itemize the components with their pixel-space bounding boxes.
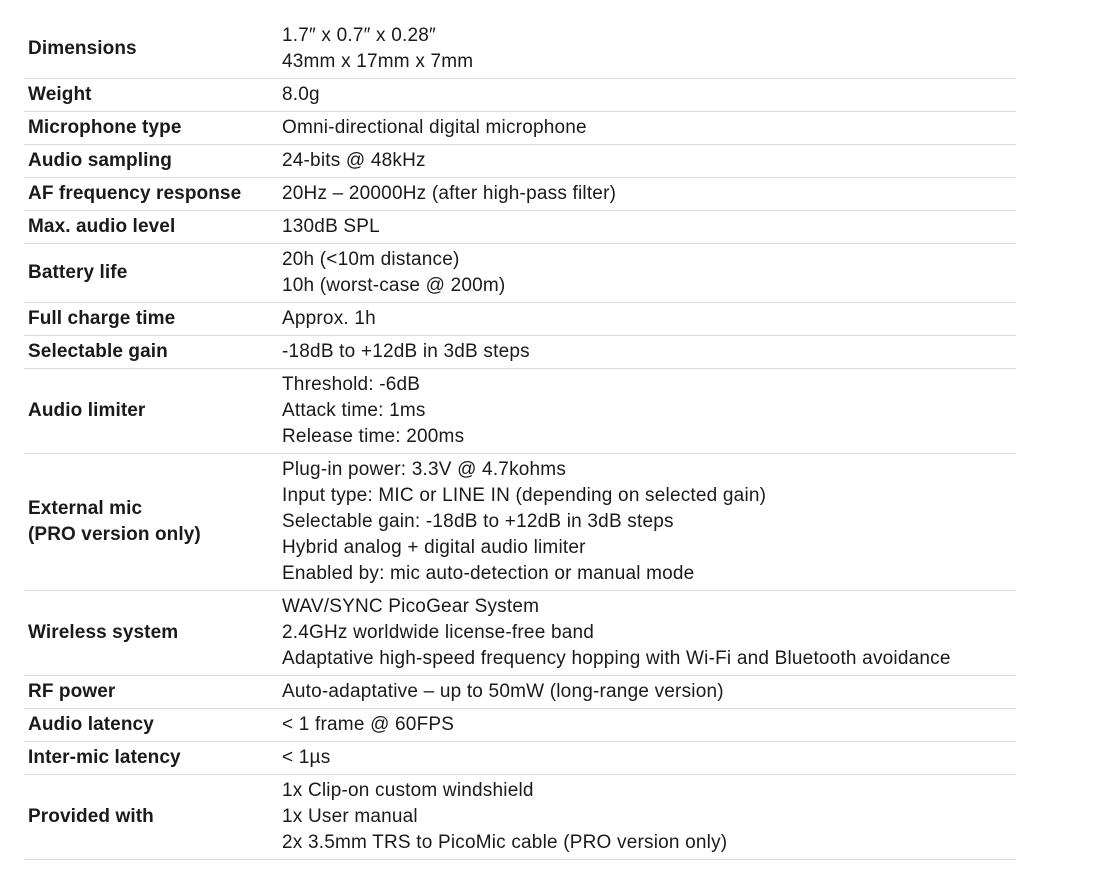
spec-label-line: Audio limiter [28,400,146,421]
spec-value [274,20,1016,79]
spec-value-line: Threshold: -6dB [282,374,421,395]
spec-row [24,676,1016,709]
spec-value-line: Adaptative high-speed frequency hopping with Wi-Fi and Bluetooth avoidance [282,648,951,669]
spec-table-body [24,20,1016,860]
spec-label [24,369,274,454]
spec-value [274,79,1016,112]
spec-label-line: Max. audio level [28,216,176,237]
spec-value-line: Plug-in power: 3.3V @ 4.7kohms [282,459,567,480]
spec-value [274,742,1016,775]
spec-row [24,178,1016,211]
spec-label-line: AF frequency response [28,183,242,204]
spec-label [24,676,274,709]
spec-row [24,742,1016,775]
spec-label-line: Audio latency [28,714,154,735]
spec-value-line: 2x 3.5mm TRS to PicoMic cable (PRO version only) [282,832,728,853]
spec-label [24,742,274,775]
spec-value-line: Omni-directional digital microphone [282,117,587,138]
spec-value [274,211,1016,244]
spec-label-line: Full charge time [28,308,176,329]
spec-value-line: 130dB SPL [282,216,380,237]
spec-table [24,20,1016,860]
spec-label [24,244,274,303]
spec-label-line: Dimensions [28,38,137,59]
spec-label [24,775,274,860]
spec-row [24,145,1016,178]
spec-label-line: Inter-mic latency [28,747,181,768]
spec-value-line: 1.7″ x 0.7″ x 0.28″ [282,25,436,46]
spec-value [274,676,1016,709]
spec-row [24,79,1016,112]
spec-label-line: (PRO version only) [28,524,201,545]
spec-value-line: 10h (worst-case @ 200m) [282,275,506,296]
spec-row [24,244,1016,303]
spec-value [274,454,1016,591]
spec-row [24,369,1016,454]
spec-value [274,336,1016,369]
spec-label-line: RF power [28,681,116,702]
spec-value [274,178,1016,211]
spec-value-line: Approx. 1h [282,308,376,329]
spec-label [24,145,274,178]
spec-value [274,112,1016,145]
spec-row [24,454,1016,591]
spec-value [274,709,1016,742]
spec-value-line: Enabled by: mic auto-detection or manual mode [282,563,695,584]
spec-value-line: WAV/SYNC PicoGear System [282,596,540,617]
spec-value-line: Selectable gain: -18dB to +12dB in 3dB steps [282,511,674,532]
spec-value [274,591,1016,676]
spec-label-line: External mic [28,498,143,519]
spec-label-line: Battery life [28,262,128,283]
spec-row [24,591,1016,676]
spec-label-line: Audio sampling [28,150,172,171]
spec-label [24,178,274,211]
spec-value-line: 2.4GHz worldwide license-free band [282,622,595,643]
spec-value-line: Hybrid analog + digital audio limiter [282,537,586,558]
spec-value-line: -18dB to +12dB in 3dB steps [282,341,530,362]
spec-label-line: Wireless system [28,622,179,643]
spec-value [274,775,1016,860]
spec-label [24,454,274,591]
spec-value-line: 20Hz – 20000Hz (after high-pass filter) [282,183,617,204]
spec-value-line: Input type: MIC or LINE IN (depending on selected gain) [282,485,767,506]
spec-row [24,211,1016,244]
spec-value [274,303,1016,336]
spec-value-line: 24-bits @ 48kHz [282,150,426,171]
spec-label [24,303,274,336]
spec-label [24,79,274,112]
spec-row [24,112,1016,145]
spec-label [24,709,274,742]
spec-label [24,20,274,79]
spec-value-line: < 1 frame @ 60FPS [282,714,455,735]
spec-label-line: Provided with [28,806,154,827]
spec-label-line: Weight [28,84,92,105]
spec-row [24,20,1016,79]
spec-value-line: 1x User manual [282,806,418,827]
spec-value [274,145,1016,178]
spec-value-line: Release time: 200ms [282,426,465,447]
spec-label [24,112,274,145]
spec-value-line: 20h (<10m distance) [282,249,460,270]
spec-label [24,591,274,676]
spec-value-line: 43mm x 17mm x 7mm [282,51,474,72]
spec-row [24,775,1016,860]
spec-label-line: Selectable gain [28,341,168,362]
spec-value-line: Attack time: 1ms [282,400,426,421]
spec-value-line: Auto-adaptative – up to 50mW (long-range version) [282,681,724,702]
spec-label [24,211,274,244]
spec-row [24,336,1016,369]
spec-row [24,303,1016,336]
spec-value-line: 1x Clip-on custom windshield [282,780,534,801]
spec-label [24,336,274,369]
spec-value [274,369,1016,454]
spec-label-line: Microphone type [28,117,182,138]
spec-value-line: 8.0g [282,84,320,105]
spec-value-line: < 1µs [282,747,331,768]
spec-row [24,709,1016,742]
spec-value [274,244,1016,303]
